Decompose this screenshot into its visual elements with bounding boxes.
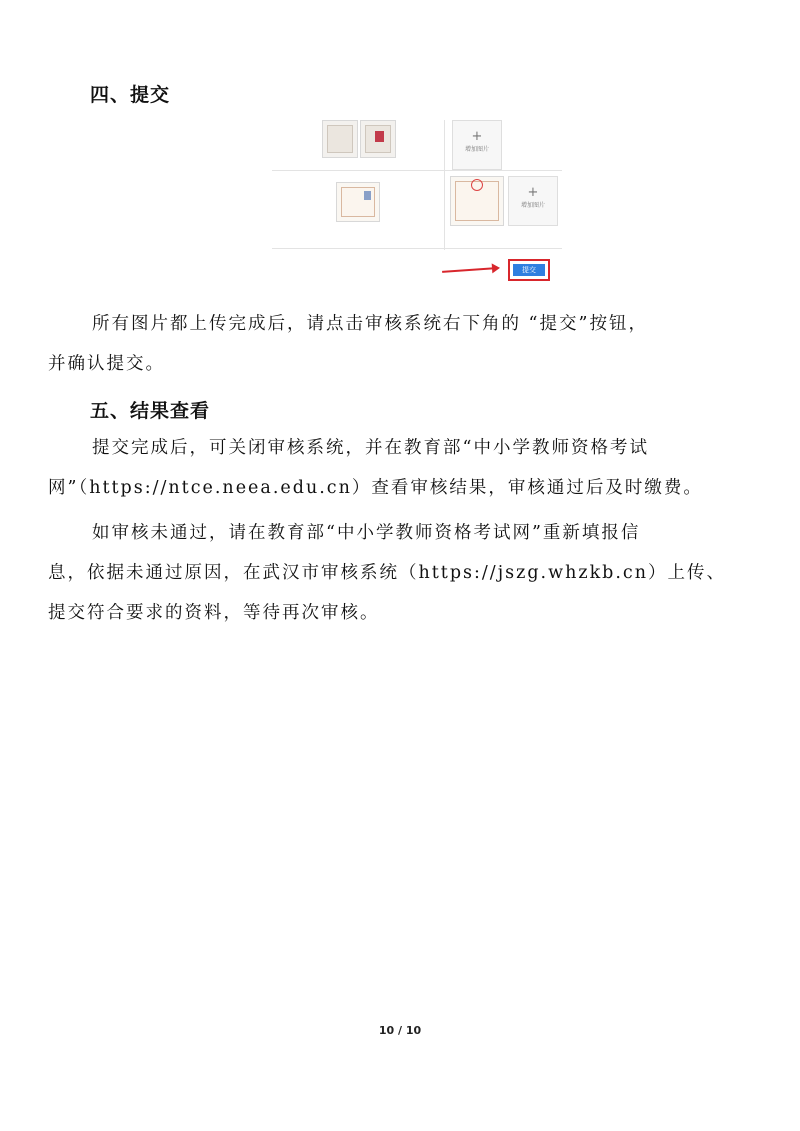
- upload-grid: [272, 120, 562, 250]
- paragraph-line: 息，依据未通过原因，在武汉市审核系统（https://jszg.whzkb.cn）上传、: [48, 563, 727, 583]
- paragraph-line: 网”（https://ntce.neea.edu.cn）查看审核结果，审核通过后及时缴费。: [48, 478, 703, 498]
- uploaded-image-thumbnail[interactable]: [322, 120, 358, 158]
- section5-paragraph-1: [48, 428, 760, 508]
- add-image-button[interactable]: [452, 120, 502, 170]
- plus-icon: +: [471, 129, 483, 144]
- plus-icon: +: [527, 185, 539, 200]
- submit-button[interactable]: 提交: [513, 264, 545, 276]
- red-arrow-icon: [442, 267, 498, 273]
- grid-divider: [272, 248, 562, 249]
- grid-divider: [272, 170, 562, 171]
- paragraph-line: 如审核未通过，请在教育部“中小学教师资格考试网”重新填报信: [92, 523, 641, 543]
- add-image-label: 增加图片: [464, 146, 489, 153]
- add-image-button[interactable]: [508, 176, 558, 226]
- section4-heading: 四、提交: [90, 84, 171, 106]
- submit-highlight-box: [508, 259, 550, 281]
- grid-divider: [444, 120, 445, 250]
- page-number: 10 / 10: [378, 1024, 422, 1037]
- add-image-label: 增加图片: [520, 202, 545, 209]
- paragraph-line: 并确认提交。: [48, 354, 165, 374]
- paragraph-line: 所有图片都上传完成后，请点击审核系统右下角的 “提交”按钮，: [92, 314, 648, 334]
- section5-heading: 五、结果查看: [90, 400, 211, 422]
- submit-screenshot: [272, 120, 562, 282]
- uploaded-certificate-thumbnail[interactable]: [336, 182, 380, 222]
- uploaded-certificate-thumbnail[interactable]: [450, 176, 504, 226]
- paragraph-line: 提交完成后，可关闭审核系统，并在教育部“中小学教师资格考试: [92, 438, 649, 458]
- section4-paragraph: [48, 304, 760, 384]
- uploaded-image-thumbnail[interactable]: [360, 120, 396, 158]
- paragraph-line: 提交符合要求的资料，等待再次审核。: [48, 603, 380, 623]
- section5-paragraph-2: [48, 513, 760, 633]
